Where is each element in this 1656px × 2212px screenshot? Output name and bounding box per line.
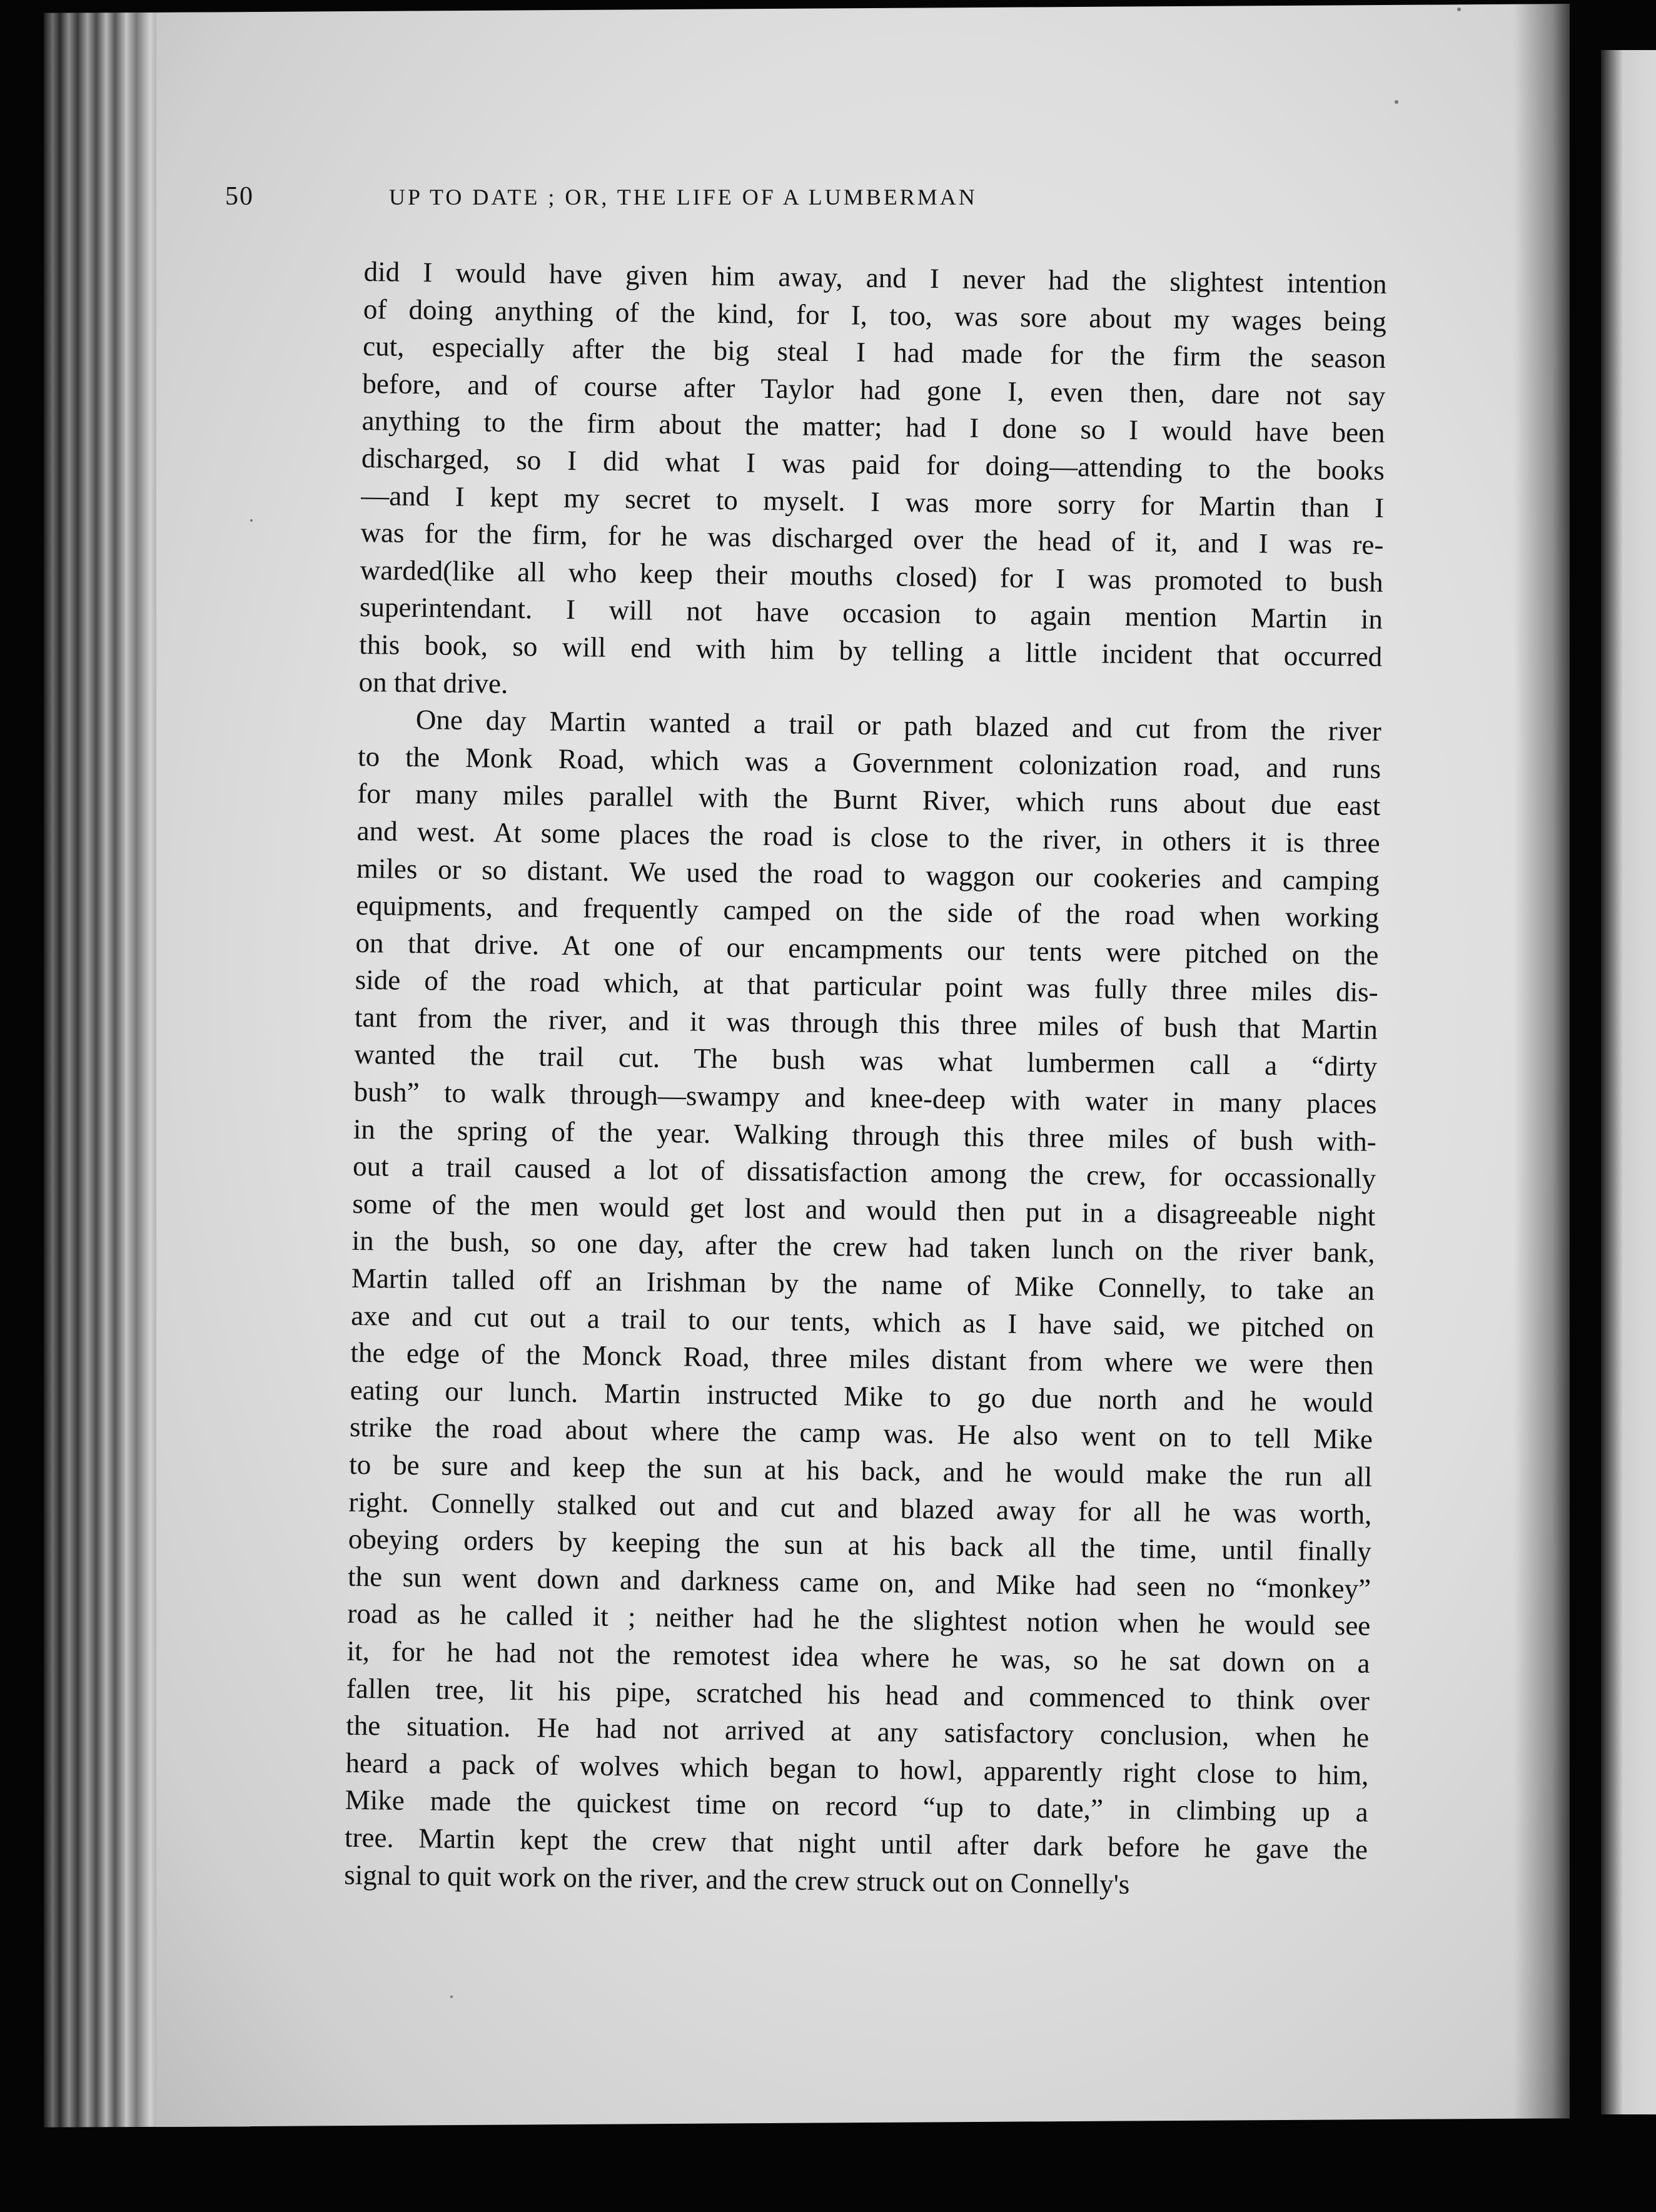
- body-text: [344, 253, 1387, 1906]
- text-line: to the Monk Road, which was a Government colonization road, and runs: [357, 740, 1381, 784]
- text-line: out a trail caused a lot of dissatisfaction among the crew, for occassionally: [352, 1150, 1376, 1195]
- text-line: of doing anything of the kind, for I, too, was sore about my wages being: [363, 293, 1387, 337]
- text-line: right. Connelly stalked out and cut and blazed away for all he was worth,: [348, 1486, 1372, 1530]
- paragraph: [358, 253, 1387, 713]
- text-line: signal to quit work on the river, and the crew struck out on Connelly's: [344, 1859, 1130, 1900]
- paragraph: [344, 701, 1381, 1906]
- text-line: on that drive.: [358, 666, 508, 699]
- text-line: eating our lunch. Martin instructed Mike to go due north and he would: [350, 1374, 1373, 1418]
- text-line: in the spring of the year. Walking through this three miles of bush with-: [353, 1113, 1377, 1157]
- gutter-shadow: [1513, 4, 1570, 2119]
- text-line: to be sure and keep the sun at his back, and he would make the run all: [349, 1448, 1373, 1493]
- text-line: the situation. He had not arrived at any satisfactory conclusion, when he: [345, 1709, 1370, 1753]
- text-line: discharged, so I did what I was paid for doing—attending to the books: [361, 442, 1385, 486]
- text-line: Mike made the quickest time on record “up to date,” in climbing up a: [345, 1784, 1368, 1829]
- text-line: One day Martin wanted a trail or path blazed and cut from the river: [415, 704, 1382, 748]
- text-line: some of the men would get lost and would then put in a disagreeable night: [352, 1187, 1376, 1232]
- text-line: anything to the firm about the matter; had I done so I would have been: [361, 405, 1385, 449]
- text-line: road as he called it ; neither had he the slightest notion when he would see: [347, 1598, 1371, 1642]
- text-line: axe and cut out a trail to our tents, which as I have said, we pitched on: [350, 1299, 1375, 1344]
- text-line: bush” to walk through—swampy and knee-deep with water in many places: [353, 1075, 1377, 1120]
- text-line: equipments, and frequently camped on the side of the road when working: [355, 890, 1380, 934]
- text-line: cut, especially after the big steal I had made for the firm the season: [362, 330, 1386, 375]
- text-line: tant from the river, and it was through this three miles of bush that Martin: [354, 1001, 1378, 1045]
- text-line: superintendant. I will not have occasion to again mention Martin in: [359, 591, 1383, 636]
- text-line: heard a pack of wolves which began to howl, apparently right close to him,: [345, 1747, 1369, 1791]
- text-line: Martin talled off an Irishman by the name of Mike Connelly, to take an: [351, 1262, 1375, 1306]
- page-header: [225, 181, 1251, 225]
- text-line: this book, so will end with him by telling a little incident that occurred: [359, 628, 1383, 672]
- running-title: UP TO DATE ; OR, THE LIFE OF A LUMBERMAN: [389, 185, 977, 210]
- text-line: fallen tree, lit his pipe, scratched his head and commenced to think over: [346, 1672, 1370, 1717]
- text-line: in the bush, so one day, after the crew had taken lunch on the river bank,: [351, 1225, 1375, 1269]
- text-line: wanted the trail cut. The bush was what lumbermen call a “dirty: [354, 1038, 1378, 1083]
- text-line: tree. Martin kept the crew that night until after dark before he gave the: [344, 1821, 1368, 1865]
- text-line: on that drive. At one of our encampments our tents were pitched on the: [355, 926, 1379, 971]
- text-line: and west. At some places the road is close to the river, in others it is three: [356, 814, 1380, 859]
- text-line: —and I kept my secret to myselt. I was more sorry for Martin than I: [360, 479, 1385, 524]
- text-line: before, and of course after Taylor had gone I, even then, dare not say: [362, 367, 1386, 412]
- page-number: 50: [225, 182, 254, 211]
- text-line: for many miles parallel with the Burnt River, which runs about due east: [357, 778, 1381, 822]
- facing-page-edge: [1601, 50, 1656, 2114]
- text-line: strike the road about where the camp was. He also went on to tell Mike: [349, 1411, 1373, 1456]
- text-line: warded(like all who keep their mouths closed) for I was promoted to bush: [360, 554, 1384, 598]
- text-line: miles or so distant. We used the road to waggon our cookeries and camping: [356, 852, 1380, 896]
- text-line: obeying orders by keeping the sun at his back all the time, until finally: [348, 1523, 1372, 1568]
- text-line: the edge of the Monck Road, three miles distant from where we were then: [350, 1337, 1374, 1381]
- text-line: was for the firm, for he was discharged over the head of it, and I was re-: [360, 517, 1384, 561]
- text-line: side of the road which, at that particular point was fully three miles dis-: [355, 964, 1378, 1008]
- text-line: the sun went down and darkness came on, and Mike had seen no “monkey”: [347, 1560, 1371, 1605]
- text-line: did I would have given him away, and I never had the slightest intention: [363, 255, 1387, 300]
- text-line: it, for he had not the remotest idea where he was, so he sat down on a: [346, 1635, 1370, 1679]
